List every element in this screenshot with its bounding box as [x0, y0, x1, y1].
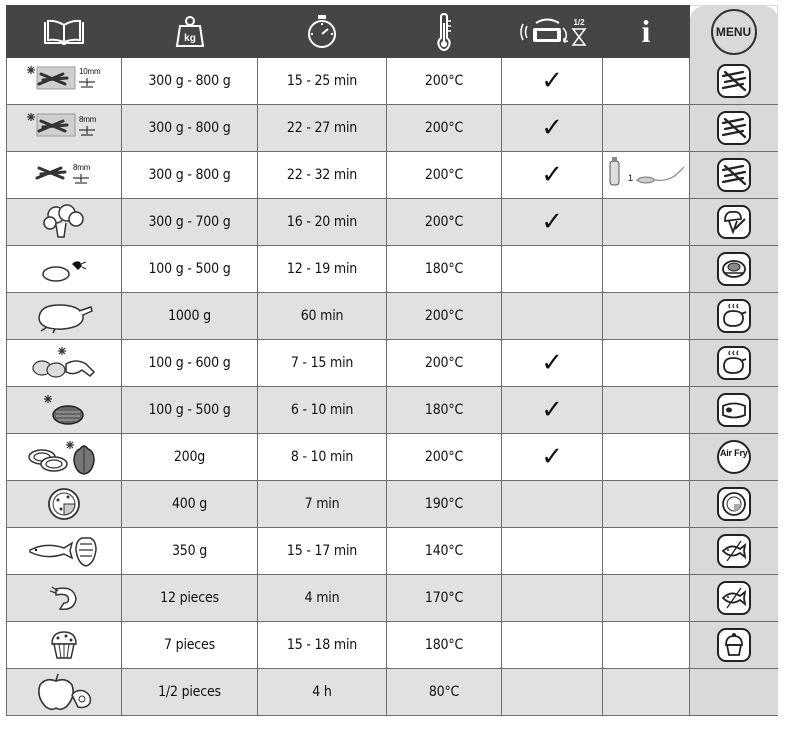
program-roast-chicken-button[interactable]	[717, 299, 751, 333]
program-cell	[690, 528, 778, 575]
table-row	[7, 293, 778, 340]
info-cell	[603, 575, 690, 622]
program-cell	[690, 575, 778, 622]
food-cell	[7, 575, 122, 622]
checkmark-icon: ✓	[541, 395, 563, 425]
weight-cell: 300 g - 800 g	[122, 105, 258, 152]
checkmark-icon: ✓	[541, 113, 563, 143]
temperature-cell: 170°C	[387, 575, 502, 622]
program-cake-button[interactable]	[717, 628, 751, 662]
pizza-icon	[7, 485, 121, 523]
food-cell	[7, 58, 122, 105]
weight-cell: 7 pieces	[122, 622, 258, 669]
weight-cell: 300 g - 800 g	[122, 152, 258, 199]
time-cell: 8 - 10 min	[258, 434, 387, 481]
info-cell	[603, 199, 690, 246]
food-cell	[7, 105, 122, 152]
time-cell: 7 min	[258, 481, 387, 528]
program-cell	[690, 481, 778, 528]
table-row	[7, 58, 778, 105]
info-cell	[603, 246, 690, 293]
temperature-cell: 200°C	[387, 199, 502, 246]
weight-cell: 100 g - 500 g	[122, 246, 258, 293]
program-vegetables-button[interactable]	[717, 205, 751, 239]
apples-icon	[7, 671, 121, 713]
frozen-nuggets-icon	[7, 344, 121, 382]
program-pizza-button[interactable]	[717, 487, 751, 521]
program-fries-button[interactable]	[717, 64, 751, 98]
food-cell	[7, 152, 122, 199]
weight-cell: 300 g - 700 g	[122, 199, 258, 246]
food-cell	[7, 528, 122, 575]
table-row	[7, 152, 778, 199]
temperature-cell: 200°C	[387, 152, 502, 199]
header-row	[7, 6, 778, 58]
shake-cell	[502, 434, 603, 481]
menu-button[interactable]: MENU	[711, 9, 757, 55]
shake-cell	[502, 481, 603, 528]
time-cell: 6 - 10 min	[258, 387, 387, 434]
program-cell	[690, 387, 778, 434]
food-cell	[7, 387, 122, 434]
svg-text:1: 1	[628, 173, 633, 183]
checkmark-icon: ✓	[541, 207, 563, 237]
table-row	[7, 434, 778, 481]
temperature-cell: 200°C	[387, 340, 502, 387]
program-cell	[690, 669, 778, 716]
shake-cell	[502, 152, 603, 199]
program-cell	[690, 293, 778, 340]
checkmark-icon: ✓	[541, 160, 563, 190]
info-cell	[603, 152, 690, 199]
table-row	[7, 105, 778, 152]
program-meat-button[interactable]	[717, 252, 751, 286]
program-cell	[690, 152, 778, 199]
fresh-fries-icon	[7, 156, 121, 194]
header-temperature	[387, 6, 502, 58]
table-row	[7, 199, 778, 246]
header-menu	[690, 6, 778, 58]
program-cell	[690, 199, 778, 246]
svg-text:10mm: 10mm	[79, 67, 101, 76]
food-cell	[7, 246, 122, 293]
time-cell: 15 - 17 min	[258, 528, 387, 575]
fries-icon	[719, 84, 749, 100]
temperature-cell: 200°C	[387, 293, 502, 340]
weight-cell: 12 pieces	[122, 575, 258, 622]
shake-cell	[502, 58, 603, 105]
temperature-cell: 80°C	[387, 669, 502, 716]
thermometer-icon	[434, 13, 454, 51]
shake-cell	[502, 246, 603, 293]
table-row	[7, 246, 778, 293]
svg-text:8mm: 8mm	[79, 115, 97, 124]
shake-cell	[502, 622, 603, 669]
time-cell: 60 min	[258, 293, 387, 340]
time-cell: 22 - 32 min	[258, 152, 387, 199]
time-cell: 12 - 19 min	[258, 246, 387, 293]
time-cell: 7 - 15 min	[258, 340, 387, 387]
airfry-icon	[720, 444, 748, 460]
shake-turn-icon	[513, 14, 591, 50]
time-cell: 15 - 25 min	[258, 58, 387, 105]
info-cell	[603, 340, 690, 387]
table-row	[7, 387, 778, 434]
whole-chicken-icon	[7, 297, 121, 335]
weight-cell: 300 g - 800 g	[122, 58, 258, 105]
temperature-cell: 180°C	[387, 246, 502, 293]
program-fries-button[interactable]	[717, 111, 751, 145]
airfry-label: Air Fry	[719, 448, 748, 458]
time-cell: 22 - 27 min	[258, 105, 387, 152]
shake-cell	[502, 387, 603, 434]
program-fish-button[interactable]	[717, 534, 751, 568]
program-airfry-button[interactable]	[717, 440, 751, 474]
food-cell	[7, 340, 122, 387]
program-cell	[690, 340, 778, 387]
info-cell	[603, 387, 690, 434]
vegetables-icon	[719, 225, 749, 241]
timer-icon	[305, 14, 339, 50]
table-row	[7, 528, 778, 575]
food-cell	[7, 199, 122, 246]
weight-icon	[175, 15, 205, 49]
table-row	[7, 481, 778, 528]
shake-cell	[502, 575, 603, 622]
chicken-pieces-icon	[7, 250, 121, 288]
checkmark-icon: ✓	[541, 348, 563, 378]
muffin-icon	[7, 626, 121, 664]
food-cell	[7, 622, 122, 669]
shake-cell	[502, 528, 603, 575]
time-cell: 4 h	[258, 669, 387, 716]
fish-icon	[719, 554, 749, 570]
fries-icon	[719, 178, 749, 194]
weight-cell: 100 g - 500 g	[122, 387, 258, 434]
weight-cell: 1000 g	[122, 293, 258, 340]
table-row	[7, 669, 778, 716]
header-weight	[122, 6, 258, 58]
shake-cell	[502, 340, 603, 387]
header-shake	[502, 6, 603, 58]
temperature-cell: 200°C	[387, 105, 502, 152]
program-steak-button[interactable]	[717, 393, 751, 427]
pizza-icon	[719, 507, 749, 523]
info-cell	[603, 434, 690, 481]
program-fries-button[interactable]	[717, 158, 751, 192]
program-cell	[690, 246, 778, 293]
header-food	[7, 6, 122, 58]
weight-cell: 1/2 pieces	[122, 669, 258, 716]
weight-cell: 350 g	[122, 528, 258, 575]
temperature-cell: 180°C	[387, 387, 502, 434]
temperature-cell: 140°C	[387, 528, 502, 575]
weight-cell: 200g	[122, 434, 258, 481]
shake-cell	[502, 105, 603, 152]
frozen-onion-rings-icon	[7, 437, 121, 477]
svg-text:8mm: 8mm	[73, 163, 91, 172]
roast-chicken-icon	[719, 366, 749, 382]
header-time	[258, 6, 387, 58]
fish-icon	[719, 601, 749, 617]
meat-icon	[719, 272, 749, 288]
info-cell	[603, 481, 690, 528]
program-cell	[690, 105, 778, 152]
roast-chicken-icon	[719, 319, 749, 335]
checkmark-icon: ✓	[541, 66, 563, 96]
program-roast-chicken-button[interactable]	[717, 346, 751, 380]
cake-icon	[719, 648, 749, 664]
info-cell	[603, 528, 690, 575]
info-cell	[603, 293, 690, 340]
steak-icon	[719, 413, 749, 429]
program-cell	[690, 434, 778, 481]
temperature-cell: 200°C	[387, 434, 502, 481]
cooking-guide-table	[6, 5, 778, 716]
svg-text:1/2: 1/2	[573, 17, 585, 27]
food-cell	[7, 293, 122, 340]
time-cell: 16 - 20 min	[258, 199, 387, 246]
program-cell	[690, 622, 778, 669]
info-cell	[603, 622, 690, 669]
table-row	[7, 340, 778, 387]
shake-cell	[502, 199, 603, 246]
program-cell	[690, 58, 778, 105]
temperature-cell: 190°C	[387, 481, 502, 528]
vegetables-icon	[7, 203, 121, 241]
weight-cell: 400 g	[122, 481, 258, 528]
food-cell	[7, 434, 122, 481]
frozen-fries-thick-icon	[7, 62, 121, 100]
fish-icon	[7, 532, 121, 570]
fries-icon	[719, 131, 749, 147]
food-cell	[7, 481, 122, 528]
shake-cell	[502, 293, 603, 340]
frozen-steak-icon	[7, 391, 121, 429]
oil-spoon-icon	[606, 155, 686, 191]
program-fish-button[interactable]	[717, 581, 751, 615]
table-body	[7, 58, 778, 716]
time-cell: 15 - 18 min	[258, 622, 387, 669]
book-icon	[42, 17, 86, 47]
table-row	[7, 622, 778, 669]
svg-text:kg: kg	[183, 32, 196, 44]
shake-cell	[502, 669, 603, 716]
temperature-cell: 200°C	[387, 58, 502, 105]
food-cell	[7, 669, 122, 716]
table-row	[7, 575, 778, 622]
temperature-cell: 180°C	[387, 622, 502, 669]
weight-cell: 100 g - 600 g	[122, 340, 258, 387]
info-cell	[603, 105, 690, 152]
time-cell: 4 min	[258, 575, 387, 622]
header-info	[603, 6, 690, 58]
shrimp-icon	[7, 579, 121, 617]
checkmark-icon: ✓	[541, 442, 563, 472]
frozen-fries-thin-icon	[7, 109, 121, 147]
info-cell	[603, 58, 690, 105]
info-cell	[603, 669, 690, 716]
info-icon: i	[641, 13, 651, 49]
